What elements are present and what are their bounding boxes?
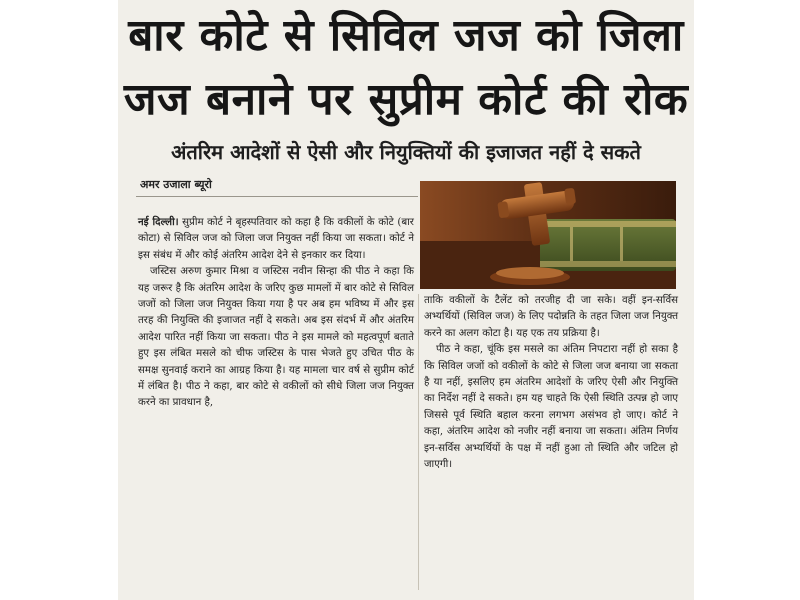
paragraph: पीठ ने कहा, चूंकि इस मसले का अंतिम निपटारा नहीं हो सका है कि सिविल जजों को वकीलों के कोटे से जिला जज बनाया जा सकता है या नहीं, इसलिए हम अंतरिम आदेशों के जरिए ऐसी और नियुक्ति का निर्देश नहीं दे सकते। हम यह चाहते कि ऐसी स्थिति उत्पन्न हो जाए जिससे पूर्व स्थिति बहाल करना लगभग असंभव हो जाए। कोर्ट ने कहा, अंतरिम आदेश को नजीर नहीं बनाया जा सकता। अंतिम निर्णय इन-सर्विस अभ्यर्थियों के पक्ष में नहीं हुआ तो स्थिति और जटिल हो जाएगी। — [424, 344, 678, 471]
paragraph — [138, 214, 414, 264]
byline: अमर उजाला ब्यूरो — [140, 178, 212, 191]
paragraph: ताकि वकीलों के टैलेंट को तरजीह दी जा सके। वहीं इन-सर्विस अभ्यर्थियों (सिविल जज) के लिए पदोन्नति के तहत जिला जज नियुक्त करने का अलग कोटा है। यह एक तय प्रक्रिया है। — [424, 295, 678, 339]
paragraph: जस्टिस अरुण कुमार मिश्रा व जस्टिस नवीन सिन्हा की पीठ ने कहा कि यह जरूर है कि अंतरिम आदेश के जरिए कुछ मामलों में बार कोटे से सिविल जजों को जिला जज नियुक्त किया गया है पर अब हम भविष्य में और इस तरह की नियुक्ति की इजाजत नहीं दे सकते। अब इस संदर्भ में और अंतरिम आदेश पारित नहीं किया जा सकता। पीठ ने इस मामले को महत्वपूर्ण बताते हुए इस लंबित मसले को चीफ जस्टिस के पास भेजते हुए उचित पीठ के समक्ष सुनवाई कराने का आग्रह किया है। यह मामला चार वर्ष से सुप्रीम कोर्ट में लंबित है। पीठ ने कहा, बार कोटे से वकीलों को सीधे जिला जज नियुक्त करने का प्रावधान है, — [138, 266, 414, 409]
newspaper-clipping — [118, 0, 694, 600]
gavel-photo — [420, 181, 676, 289]
headline-line-1: बार कोटे से सिविल जज को जिला — [128, 10, 684, 61]
paragraph-text: सुप्रीम कोर्ट ने बृहस्पतिवार को कहा है कि वकीलों के कोटे (बार कोटा) से सिविल जज को जिला जज नियुक्त नहीं किया जा सकता। कोर्ट ने इस संबंध में और कोई अंतरिम आदेश देने से इनकार कर दिया। — [138, 217, 414, 261]
article-column-2 — [424, 293, 678, 473]
headline-line-2: जज बनाने पर सुप्रीम कोर्ट की रोक — [123, 74, 689, 125]
gavel-icon — [420, 181, 676, 289]
subheadline: अंतरिम आदेशों से ऐसी और नियुक्तियों की इजाजत नहीं दे सकते — [171, 140, 641, 164]
dateline: नई दिल्ली। — [138, 216, 179, 228]
article-column-1 — [138, 214, 414, 412]
column-divider — [418, 294, 419, 590]
byline-rule — [136, 196, 418, 197]
